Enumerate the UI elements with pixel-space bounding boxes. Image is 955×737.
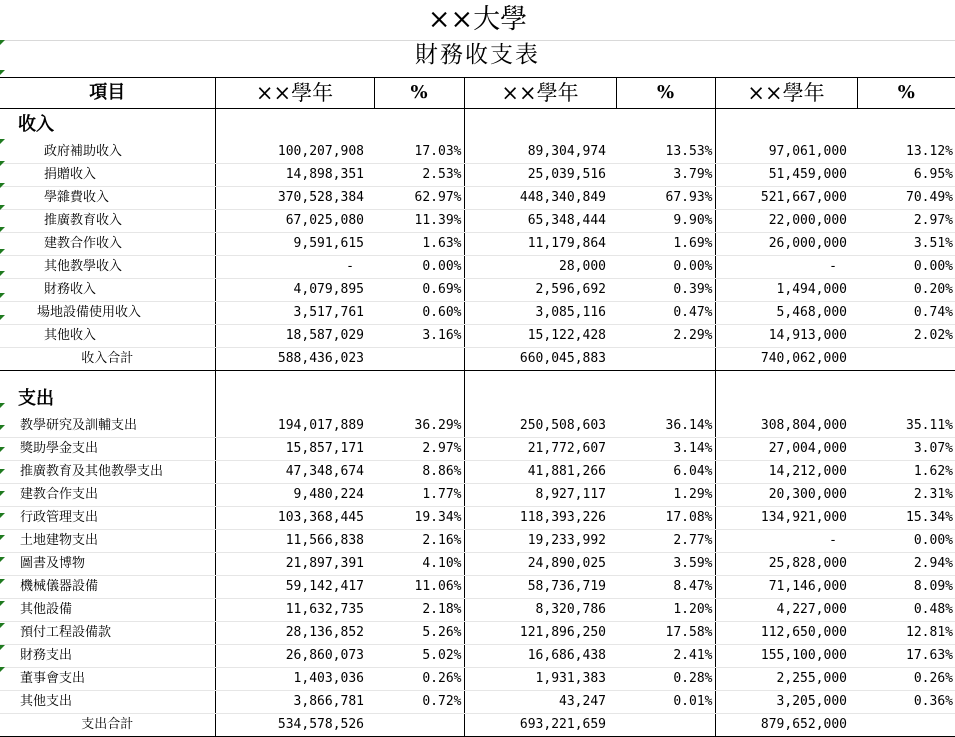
cell-pct1[interactable]: 1.63% (374, 233, 464, 256)
cell-marker-icon (0, 40, 5, 45)
cell-year3[interactable]: 97,061,000 (715, 141, 857, 164)
expense-total-year3[interactable]: 879,652,000 (715, 714, 857, 737)
cell-year1[interactable]: 4,079,895 (215, 279, 374, 302)
cell-year3[interactable]: 5,468,000 (715, 302, 857, 325)
cell-year3[interactable]: 1,494,000 (715, 279, 857, 302)
expense-total-label[interactable]: 支出合計 (0, 714, 215, 737)
cell-pct1[interactable]: 0.26% (374, 668, 464, 691)
table-row (0, 691, 955, 714)
cell-pct3[interactable]: 2.31% (857, 484, 955, 507)
cell-year1[interactable]: 11,632,735 (215, 599, 374, 622)
header-year3[interactable]: ××學年 (715, 78, 857, 109)
table-row (0, 484, 955, 507)
table-row (0, 164, 955, 187)
row-name[interactable]: 其他設備 (0, 599, 215, 622)
expense-total-year2[interactable]: 693,221,659 (464, 714, 616, 737)
row-name[interactable]: 捐贈收入 (0, 164, 215, 187)
cell-pct3[interactable]: 0.74% (857, 302, 955, 325)
cell-marker-icon (0, 271, 5, 276)
cell-pct3[interactable]: 1.62% (857, 461, 955, 484)
row-name[interactable]: 教學研究及訓輔支出 (0, 415, 215, 438)
cell-marker-icon (0, 579, 5, 584)
cell-pct1[interactable]: 5.02% (374, 645, 464, 668)
cell-marker-icon (0, 557, 5, 562)
row-name[interactable]: 預付工程設備款 (0, 622, 215, 645)
cell-pct2[interactable]: 1.69% (616, 233, 715, 256)
cell-pct2[interactable]: 9.90% (616, 210, 715, 233)
cell-year1[interactable]: 1,403,036 (215, 668, 374, 691)
row-name[interactable]: 推廣教育收入 (0, 210, 215, 233)
page-title: ××大學 (0, 0, 955, 41)
table-row (0, 530, 955, 553)
cell-marker-icon (0, 227, 5, 232)
cell-pct1[interactable]: 19.34% (374, 507, 464, 530)
cell-pct2[interactable]: 1.29% (616, 484, 715, 507)
cell-year1[interactable]: 9,480,224 (215, 484, 374, 507)
income-total-label[interactable]: 收入合計 (0, 348, 215, 371)
cell-year3[interactable]: 14,913,000 (715, 325, 857, 348)
cell-year3[interactable]: 155,100,000 (715, 645, 857, 668)
cell-marker-icon (0, 205, 5, 210)
cell-pct1[interactable]: 4.10% (374, 553, 464, 576)
cell-pct3[interactable]: 0.48% (857, 599, 955, 622)
cell-year3[interactable]: - (715, 530, 857, 553)
table-row (0, 461, 955, 484)
row-name[interactable]: 獎助學金支出 (0, 438, 215, 461)
cell-marker-icon (0, 469, 5, 474)
cell-pct1[interactable]: 0.60% (374, 302, 464, 325)
income-total-year2[interactable]: 660,045,883 (464, 348, 616, 371)
cell-pct3[interactable]: 0.36% (857, 691, 955, 714)
table-row (0, 233, 955, 256)
cell-year2[interactable]: 15,122,428 (464, 325, 616, 348)
row-name[interactable]: 場地設備使用收入 (0, 302, 215, 325)
table-row (0, 279, 955, 302)
cell-year2[interactable]: 16,686,438 (464, 645, 616, 668)
cell-pct1[interactable]: 62.97% (374, 187, 464, 210)
spacer-row (0, 371, 955, 384)
income-total-year1[interactable]: 588,436,023 (215, 348, 374, 371)
cell-pct3[interactable]: 8.09% (857, 576, 955, 599)
cell-year1[interactable]: 3,517,761 (215, 302, 374, 325)
cell-year2[interactable]: 3,085,116 (464, 302, 616, 325)
cell-pct3[interactable]: 17.63% (857, 645, 955, 668)
table-row (0, 325, 955, 348)
cell-year3[interactable]: 22,000,000 (715, 210, 857, 233)
cell-year3[interactable]: 308,804,000 (715, 415, 857, 438)
row-name[interactable]: 土地建物支出 (0, 530, 215, 553)
table-row (0, 141, 955, 164)
row-name[interactable]: 其他收入 (0, 325, 215, 348)
cell-pct2[interactable]: 2.41% (616, 645, 715, 668)
row-name[interactable]: 推廣教育及其他教學支出 (0, 461, 215, 484)
cell-year2[interactable]: 8,320,786 (464, 599, 616, 622)
cell-pct2[interactable]: 8.47% (616, 576, 715, 599)
cell-pct3[interactable]: 0.00% (857, 256, 955, 279)
cell-pct1[interactable]: 2.16% (374, 530, 464, 553)
cell-pct2[interactable]: 0.01% (616, 691, 715, 714)
cell-year1[interactable]: 14,898,351 (215, 164, 374, 187)
cell-pct1[interactable]: 2.53% (374, 164, 464, 187)
cell-year3[interactable]: 14,212,000 (715, 461, 857, 484)
cell-year2[interactable]: 89,304,974 (464, 141, 616, 164)
cell-pct3[interactable]: 3.51% (857, 233, 955, 256)
cell-year2[interactable]: 118,393,226 (464, 507, 616, 530)
header-year1[interactable]: ××學年 (215, 78, 374, 109)
section-label-income[interactable]: 收入 (18, 114, 54, 135)
cell-year3[interactable]: - (715, 256, 857, 279)
cell-year3[interactable]: 3,205,000 (715, 691, 857, 714)
cell-year1[interactable]: 194,017,889 (215, 415, 374, 438)
cell-marker-icon (0, 623, 5, 628)
cell-year3[interactable]: 521,667,000 (715, 187, 857, 210)
cell-year3[interactable]: 4,227,000 (715, 599, 857, 622)
cell-pct1[interactable]: 11.06% (374, 576, 464, 599)
cell-year2[interactable]: 41,881,266 (464, 461, 616, 484)
cell-pct2[interactable]: 3.79% (616, 164, 715, 187)
cell-year1[interactable]: 9,591,615 (215, 233, 374, 256)
table-row (0, 415, 955, 438)
cell-year2[interactable]: 58,736,719 (464, 576, 616, 599)
cell-marker-icon (0, 425, 5, 430)
cell-year2[interactable]: 28,000 (464, 256, 616, 279)
cell-year1[interactable]: 103,368,445 (215, 507, 374, 530)
expense-total-row (0, 714, 955, 737)
table-row (0, 256, 955, 279)
cell-marker-icon (0, 403, 5, 408)
cell-year2[interactable]: 43,247 (464, 691, 616, 714)
table-row (0, 622, 955, 645)
cell-pct1[interactable]: 5.26% (374, 622, 464, 645)
header-pct1[interactable]: % (374, 78, 464, 109)
cell-year2[interactable]: 19,233,992 (464, 530, 616, 553)
row-name[interactable]: 財務支出 (0, 645, 215, 668)
cell-pct2[interactable]: 0.28% (616, 668, 715, 691)
page-subtitle: 財務收支表 (415, 42, 540, 68)
cell-pct3[interactable]: 2.94% (857, 553, 955, 576)
cell-year2[interactable]: 8,927,117 (464, 484, 616, 507)
cell-year2[interactable]: 65,348,444 (464, 210, 616, 233)
cell-year1[interactable]: 59,142,417 (215, 576, 374, 599)
cell-year3[interactable]: 134,921,000 (715, 507, 857, 530)
header-year2[interactable]: ××學年 (464, 78, 616, 109)
cell-marker-icon (0, 601, 5, 606)
header-row (0, 78, 955, 109)
header-pct2[interactable]: % (616, 78, 715, 109)
row-name[interactable]: 政府補助收入 (0, 141, 215, 164)
cell-pct2[interactable]: 3.14% (616, 438, 715, 461)
cell-year2[interactable]: 24,890,025 (464, 553, 616, 576)
cell-year1[interactable]: 67,025,080 (215, 210, 374, 233)
cell-pct2[interactable]: 67.93% (616, 187, 715, 210)
cell-marker-icon (0, 645, 5, 650)
cell-pct1[interactable]: 0.00% (374, 256, 464, 279)
cell-year1[interactable]: - (215, 256, 374, 279)
row-name[interactable]: 建教合作支出 (0, 484, 215, 507)
cell-year3[interactable]: 27,004,000 (715, 438, 857, 461)
row-name[interactable]: 學雜費收入 (0, 187, 215, 210)
row-name[interactable]: 行政管理支出 (0, 507, 215, 530)
cell-pct1[interactable]: 36.29% (374, 415, 464, 438)
cell-year3[interactable]: 71,146,000 (715, 576, 857, 599)
cell-marker-icon (0, 513, 5, 518)
cell-pct2[interactable]: 36.14% (616, 415, 715, 438)
cell-pct3[interactable]: 2.02% (857, 325, 955, 348)
cell-year2[interactable]: 2,596,692 (464, 279, 616, 302)
cell-pct3[interactable]: 70.49% (857, 187, 955, 210)
cell-year3[interactable]: 20,300,000 (715, 484, 857, 507)
cell-year3[interactable]: 112,650,000 (715, 622, 857, 645)
cell-year3[interactable]: 26,000,000 (715, 233, 857, 256)
cell-year2[interactable]: 121,896,250 (464, 622, 616, 645)
cell-year1[interactable]: 28,136,852 (215, 622, 374, 645)
cell-pct3[interactable]: 0.00% (857, 530, 955, 553)
cell-pct3[interactable]: 0.26% (857, 668, 955, 691)
cell-pct2[interactable]: 6.04% (616, 461, 715, 484)
cell-pct2[interactable]: 2.77% (616, 530, 715, 553)
header-pct3[interactable]: % (857, 78, 955, 109)
cell-pct1[interactable]: 0.69% (374, 279, 464, 302)
cell-year1[interactable]: 11,566,838 (215, 530, 374, 553)
cell-pct2[interactable]: 2.29% (616, 325, 715, 348)
cell-year2[interactable]: 448,340,849 (464, 187, 616, 210)
cell-marker-icon (0, 535, 5, 540)
cell-year3[interactable]: 51,459,000 (715, 164, 857, 187)
cell-marker-icon (0, 183, 5, 188)
cell-year1[interactable]: 18,587,029 (215, 325, 374, 348)
table-row (0, 438, 955, 461)
cell-year2[interactable]: 1,931,383 (464, 668, 616, 691)
table-row (0, 210, 955, 233)
cell-pct1[interactable]: 17.03% (374, 141, 464, 164)
cell-pct2[interactable]: 0.00% (616, 256, 715, 279)
table-row (0, 668, 955, 691)
cell-year1[interactable]: 47,348,674 (215, 461, 374, 484)
income-total-year3[interactable]: 740,062,000 (715, 348, 857, 371)
cell-pct1[interactable]: 8.86% (374, 461, 464, 484)
cell-pct2[interactable]: 1.20% (616, 599, 715, 622)
cell-year1[interactable]: 3,866,781 (215, 691, 374, 714)
cell-year1[interactable]: 370,528,384 (215, 187, 374, 210)
cell-pct2[interactable]: 3.59% (616, 553, 715, 576)
cell-pct2[interactable]: 0.47% (616, 302, 715, 325)
cell-pct1[interactable]: 11.39% (374, 210, 464, 233)
cell-pct3[interactable]: 0.20% (857, 279, 955, 302)
cell-pct2[interactable]: 17.08% (616, 507, 715, 530)
table-row (0, 507, 955, 530)
cell-year1[interactable]: 100,207,908 (215, 141, 374, 164)
cell-marker-icon (0, 139, 5, 144)
cell-marker-icon (0, 249, 5, 254)
header-item[interactable]: 項目 (0, 78, 215, 109)
row-name[interactable]: 建教合作收入 (0, 233, 215, 256)
row-name[interactable]: 其他教學收入 (0, 256, 215, 279)
cell-marker-icon (0, 667, 5, 672)
cell-pct2[interactable]: 13.53% (616, 141, 715, 164)
table-row (0, 599, 955, 622)
expense-total-year1[interactable]: 534,578,526 (215, 714, 374, 737)
cell-pct3[interactable]: 3.07% (857, 438, 955, 461)
cell-pct1[interactable]: 2.97% (374, 438, 464, 461)
row-name[interactable]: 其他支出 (0, 691, 215, 714)
cell-pct3[interactable]: 12.81% (857, 622, 955, 645)
cell-pct2[interactable]: 0.39% (616, 279, 715, 302)
cell-year2[interactable]: 25,039,516 (464, 164, 616, 187)
cell-pct1[interactable]: 2.18% (374, 599, 464, 622)
table-row (0, 302, 955, 325)
cell-year1[interactable]: 15,857,171 (215, 438, 374, 461)
cell-pct2[interactable]: 17.58% (616, 622, 715, 645)
cell-marker-icon (0, 315, 5, 320)
cell-pct3[interactable]: 15.34% (857, 507, 955, 530)
section-row-expense (0, 383, 955, 415)
cell-year3[interactable]: 25,828,000 (715, 553, 857, 576)
cell-marker-icon (0, 70, 5, 75)
table-row (0, 645, 955, 668)
cell-marker-icon (0, 491, 5, 496)
table-row (0, 576, 955, 599)
cell-pct1[interactable]: 0.72% (374, 691, 464, 714)
cell-year1[interactable]: 21,897,391 (215, 553, 374, 576)
row-name[interactable]: 圖書及博物 (0, 553, 215, 576)
table-row (0, 553, 955, 576)
cell-year1[interactable]: 26,860,073 (215, 645, 374, 668)
section-row-income (0, 109, 955, 142)
row-name[interactable]: 財務收入 (0, 279, 215, 302)
cell-pct3[interactable]: 2.97% (857, 210, 955, 233)
income-total-row (0, 348, 955, 371)
cell-marker-icon (0, 161, 5, 166)
cell-pct3[interactable]: 13.12% (857, 141, 955, 164)
finance-table (0, 77, 955, 737)
cell-pct1[interactable]: 3.16% (374, 325, 464, 348)
table-row (0, 187, 955, 210)
cell-pct1[interactable]: 1.77% (374, 484, 464, 507)
row-name[interactable]: 董事會支出 (0, 668, 215, 691)
row-name[interactable]: 機械儀器設備 (0, 576, 215, 599)
cell-marker-icon (0, 447, 5, 452)
cell-year2[interactable]: 11,179,864 (464, 233, 616, 256)
section-label-expense[interactable]: 支出 (18, 388, 54, 409)
cell-pct3[interactable]: 6.95% (857, 164, 955, 187)
cell-pct3[interactable]: 35.11% (857, 415, 955, 438)
cell-marker-icon (0, 293, 5, 298)
cell-year2[interactable]: 21,772,607 (464, 438, 616, 461)
cell-year3[interactable]: 2,255,000 (715, 668, 857, 691)
cell-year2[interactable]: 250,508,603 (464, 415, 616, 438)
